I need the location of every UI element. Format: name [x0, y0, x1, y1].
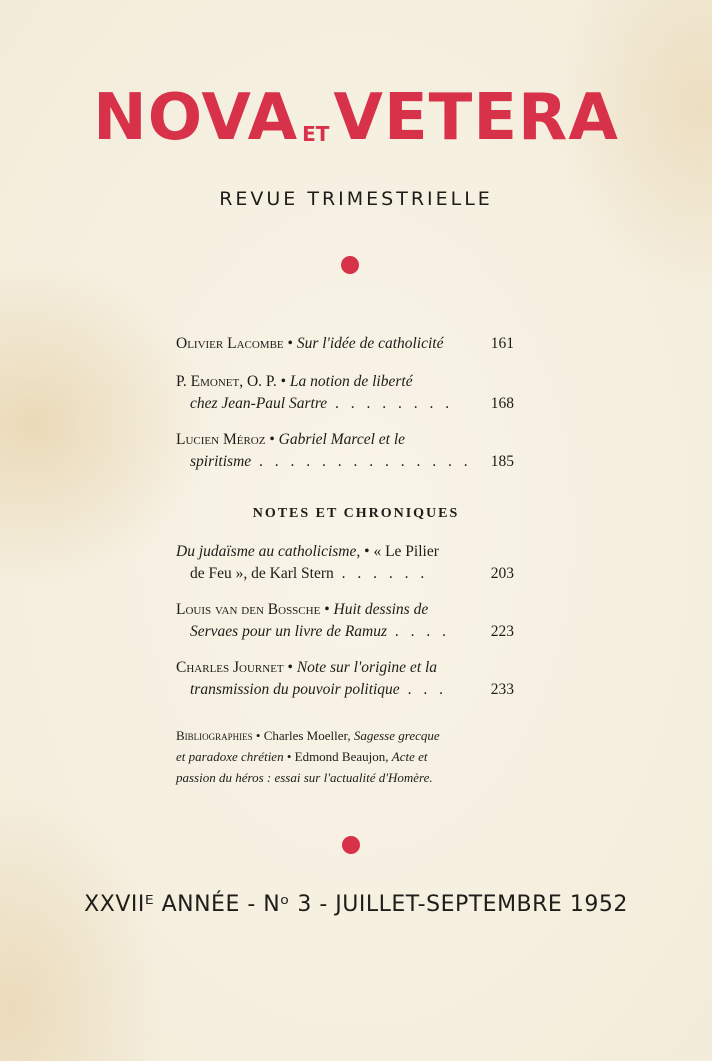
toc-entry [176, 429, 514, 473]
toc-title: La notion de liberté [289, 373, 413, 390]
bibliographies-title: passion du héros : essai sur l'actualité d'Homère. [176, 770, 433, 785]
toc-author: P. Emonet, O. P. [176, 373, 277, 390]
toc-leader: . . . [399, 681, 447, 698]
toc-leader: . . . . . . . . [327, 395, 454, 412]
issue-info: XXVIIᴱ ANNÉE - Nᵒ 3 - JUILLET-SEPTEMBRE 1952 [84, 892, 628, 917]
bibliographies-text: • Edmond Beaujon, [283, 749, 392, 764]
toc-entry [176, 371, 514, 415]
toc-author: Lucien Méroz [176, 431, 266, 448]
toc-author: Charles Journet [176, 659, 284, 676]
toc-title-continued: chez Jean-Paul Sartre [190, 395, 328, 412]
bibliographies-block [176, 725, 538, 788]
masthead-word-nova: NOVA [93, 81, 299, 155]
toc-title: Note sur l'origine et la [296, 659, 438, 676]
toc-title-continued: spiritisme [190, 453, 252, 470]
toc-separator: • [320, 601, 334, 618]
toc-page-number: 161 [490, 335, 514, 352]
toc-entry [176, 333, 514, 355]
toc-leader: . . . . . . . . . . . . . . [251, 453, 472, 470]
toc-title: Gabriel Marcel et le [278, 431, 406, 448]
toc-separator: • [276, 373, 290, 390]
toc-author: Olivier Lacombe [176, 335, 284, 352]
ornament-dot-top [341, 256, 359, 274]
masthead-et: ET [302, 122, 330, 146]
toc-title-rest: • « Le Pilier [360, 543, 439, 560]
toc-page-number: 168 [490, 395, 514, 412]
toc-entry [176, 599, 514, 643]
toc-leader: . . . . [387, 623, 451, 640]
toc-separator: • [283, 335, 297, 352]
toc-page-number: 203 [490, 565, 514, 582]
toc-title: Du judaïsme au catholicisme, [176, 543, 361, 560]
bibliographies-title: Sagesse grecque [353, 728, 440, 743]
toc-author: Louis van den Bossche [176, 601, 321, 618]
bibliographies-title: et paradoxe chrétien [176, 749, 284, 764]
subtitle: REVUE TRIMESTRIELLE [219, 188, 493, 210]
bibliographies-title: Acte et [391, 749, 428, 764]
toc-entry [176, 541, 514, 585]
masthead-word-vetera: VETERA [333, 81, 619, 155]
toc-separator: • [283, 659, 297, 676]
toc-leader: . . . . . . [333, 565, 429, 582]
masthead-title [0, 81, 712, 155]
toc-separator: • [265, 431, 279, 448]
toc-page-number: 223 [490, 623, 514, 640]
bibliographies-text: • Charles Moeller, [252, 728, 354, 743]
toc-title: Huit dessins de [333, 601, 429, 618]
toc-title-continued: Servaes pour un livre de Ramuz [190, 623, 388, 640]
toc-title: Sur l'idée de catholicité [296, 335, 444, 352]
toc-entry [176, 657, 514, 701]
toc-page-number: 233 [490, 681, 514, 698]
bibliographies-label: Bibliographies [176, 728, 253, 743]
toc-title-continued: transmission du pouvoir politique [190, 681, 400, 698]
section-heading-notes: NOTES ET CHRONIQUES [252, 506, 460, 521]
toc-title-continued: de Feu », de Karl Stern [190, 565, 334, 582]
toc-page-number: 185 [490, 453, 514, 470]
ornament-dot-bottom [342, 836, 360, 854]
